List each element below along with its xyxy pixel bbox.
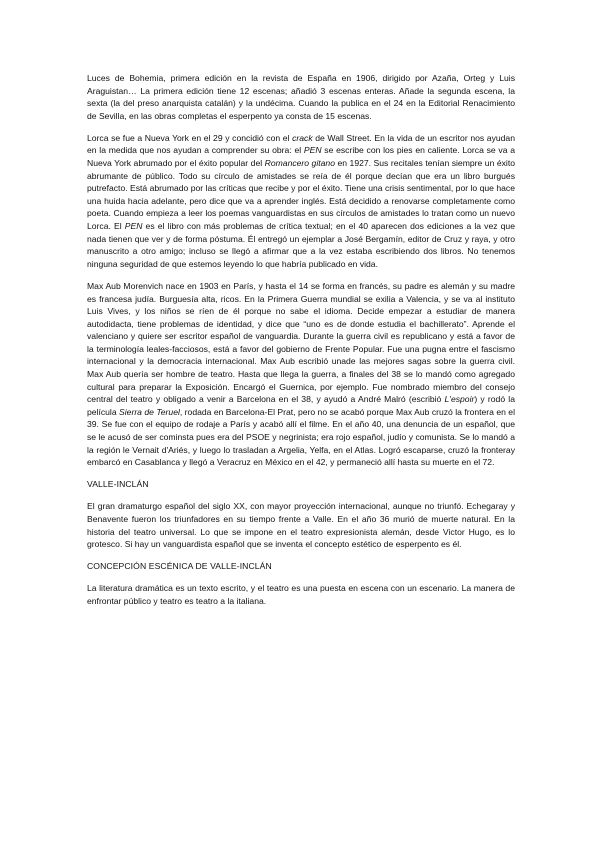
text-segment: es el libro con más problemas de crítica textual; en el 40 aparecen dos ediciones a la vez que nada tienen que ver y de forma póstuma. Él entregó un ejemplar a José Bergamín, editor de Cruz y raya, y otro manuscrito a otro amigo; incluso se llegó a afirmar que a la vez estaba escribiendo dos libros. No tenemos ninguna seguridad de que estemos leyendo lo que habría publicado en vida. [87, 221, 515, 269]
italic-title-romancero-gitano: Romancero gitano [264, 158, 335, 169]
paragraph-concepcion-escenica: La literatura dramática es un texto escrito, y el teatro es una puesta en escena con un escenario. La manera de enfrontar público y teatro es teatro a la italiana. [87, 583, 515, 606]
paragraph-max-aub [87, 280, 515, 469]
paragraph-lorca [87, 132, 515, 271]
italic-term-crack: crack [292, 132, 313, 143]
text-segment: Max Aub Morenvich nace en 1903 en París, y hasta el 14 se forma en francés, su padre es alemán y su madre es francesa judía. Burguesía alta, ricos. En la Primera Guerra mundial se exilia a Valencia, y se va al instituto Luis Vives, y los niños se ríen de él porque no sabe el idioma. Decide empezar a estudiar de manera autodidacta, tiene problemas de identidad, y dice que “uno es de donde estudia el bachillerato”. Aprende el valenciano y quiere ser escritor español de vanguardia. Durante la guerra civil es republicano y está a favor de la terminología leales-facciosos, está a favor del gobierno de Frente Popular. Fue una pugna entre el fascismo internacional y la democracia internacional. Max Aub escribió unade las mejores sagas sobre la guerra civil. Max Aub quería ser hombre de teatro. Hasta que llega la guerra, a finales del 38 se lo mandó como agregado cultural para preparar la Exposición. Encargó el Guernica, por ejemplo. Fue nombrado miembro del consejo central del teatro y obligado a venir a Barcelona en el 38, y ayudó a André Malró (escribió [87, 280, 515, 405]
document-page [87, 72, 515, 617]
italic-title-sierra-de-teruel: Sierra de Teruel [119, 406, 180, 417]
italic-title-pen: PEN [303, 145, 322, 156]
text-segment: Lorca se fue a Nueva York en el 29 y concidió con el [87, 132, 293, 143]
section-heading-concepcion-escenica: CONCEPCIÓN ESCÉNICA DE VALLE-INCLÁN [87, 561, 272, 572]
paragraph-luces-de-bohemia: Luces de Bohemia, primera edición en la revista de España en 1906, dirigido por Azaña, Orteg y Luis Araguistan… La primera edición tiene 12 escenas; añadió 3 escenas enteras. Añade la segunda escena, la sexta (la del preso anarquista catalán) y la undécima. Cuando la publica en el 24 en la Editorial Renacimiento de Sevilla, en las obras completas el esperpento ya consta de 15 escenas. [87, 73, 515, 121]
paragraph-valle-inclan: El gran dramaturgo español del siglo XX, con mayor proyección internacional, aunque no triunfó. Echegaray y Benavente fueron los triunfadores en su tiempo frente a Valle. En el año 36 murió de muerte natural. En la historia del teatro universal. Lo que se impone en el teatro expresionista alemán, desde Victor Hugo, es lo grotesco. Si hay un vanguardista español que se inventa el concepto estético de esperpento es él. [87, 501, 515, 550]
text-segment: ) y rodó la película [87, 394, 515, 417]
text-segment: en 1927. Sus recitales tenían siempre un éxito abrumante de público. Todo su círculo de amistades se reía de él porque decían que era un libro burgués putrefacto. Está abrumado por las críticas que recibe y por el éxito. Tiene una crisis sentimental, por lo que hace una huida hacia adelante, pero dice que va a aprender inglés. Está decidido a renovarse completamente como poeta. Cuando empieza a leer los poemas vanguardistas en sus círculos de amistades lo tratan como un nuevo Lorca. El [87, 158, 515, 232]
italic-title-pen: PEN [124, 221, 143, 232]
text-segment: de Wall Street. En la vida de un escritor nos ayudan en la medida que nos ayudan a comprender su obra: el [87, 132, 515, 156]
text-segment: se escribe con los pies en caliente. Lorca se va a Nueva York abrumado por el éxito popular del [87, 145, 515, 169]
section-heading-valle-inclan: VALLE-INCLÁN [87, 479, 149, 490]
text-segment: , rodada en Barcelona-El Prat, pero no se acabó porque Max Aub cruzó la frontera en el 39. Se fue con el equipo de rodaje a París y acabó allí el filme. En el año 40, una denuncia de un español, que se le acusó de ser cominsta pues era del PSOE y negrinista; era rojo español, judío y comunista. Se lo mandó a la región le Vernait d'Ariés, y luego lo trasladan a Argelia, Yelfa, en el Atlas. Logró escaparse, cruzó la fronteray embarcó en Casablanca y llegó a Veracruz en México en el 42, y permaneció allí hasta su muerte en el 72. [87, 406, 515, 468]
italic-title-lespoir: L'espoir [444, 394, 475, 405]
